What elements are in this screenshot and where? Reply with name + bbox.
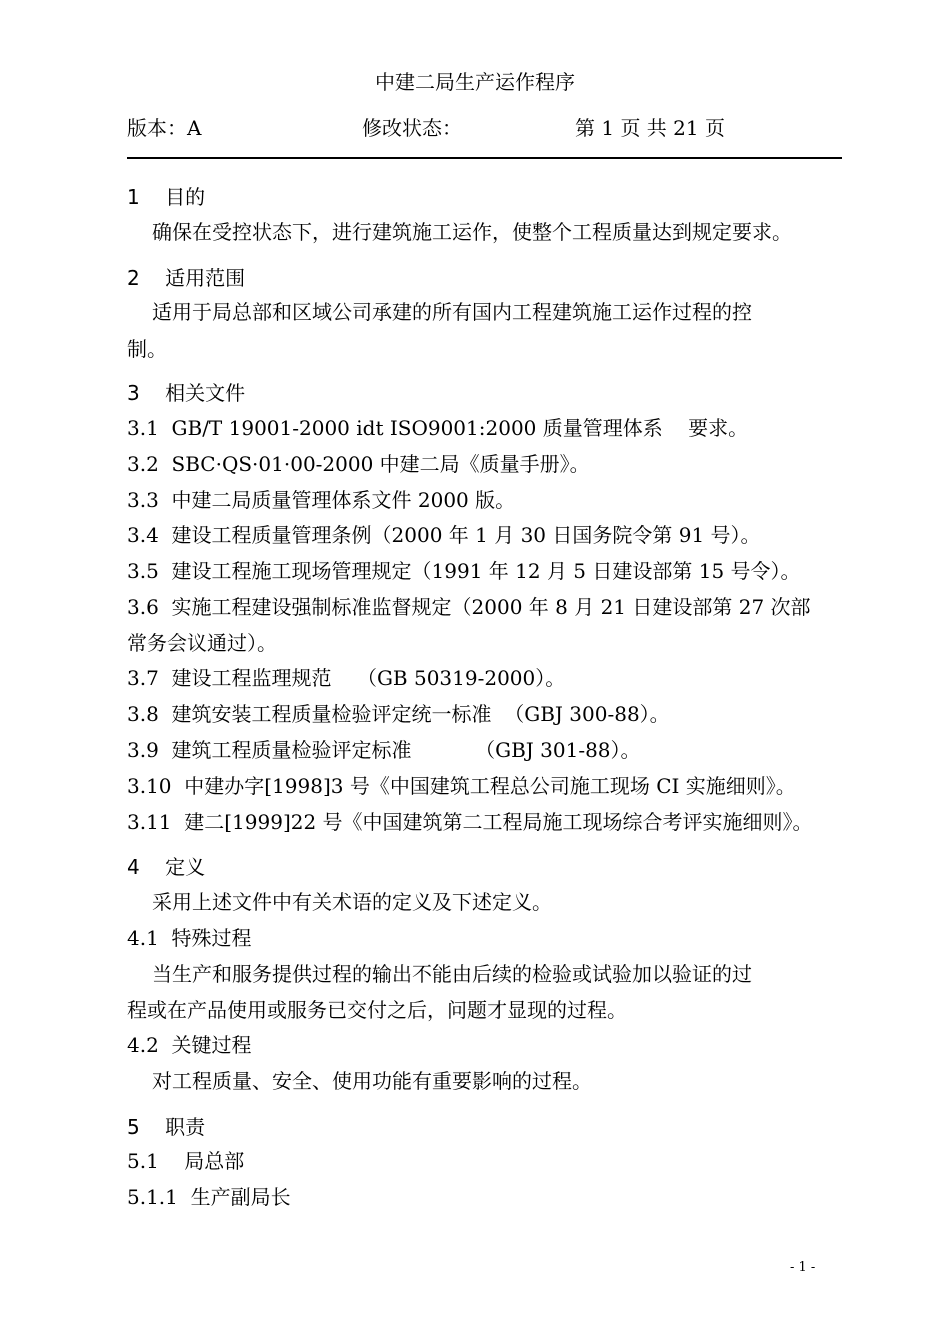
section-5-1-1-heading: 5.1.1 生产副局长	[127, 1185, 291, 1209]
section-4-2-text: 对工程质量、安全、使用功能有重要影响的过程。	[152, 1069, 592, 1093]
section-5-heading: 5 职责	[127, 1115, 206, 1139]
header-revision: 修改状态：	[362, 116, 462, 140]
section-2-text-line-1: 适用于局总部和区域公司承建的所有国内工程建筑施工运作过程的控	[152, 300, 752, 324]
section-1-heading: 1 目的	[127, 185, 206, 209]
reference-item: 3.2 SBC·QS·01·00-2000 中建二局《质量手册》。	[127, 452, 590, 476]
header-version: 版本：A	[127, 116, 202, 140]
section-4-1-text-line-2: 程或在产品使用或服务已交付之后，问题才显现的过程。	[127, 998, 627, 1022]
reference-item-continuation: 常务会议通过）。	[127, 631, 277, 655]
reference-item: 3.8 建筑安装工程质量检验评定统一标准 （GBJ 300-88）。	[127, 702, 670, 726]
header-page-info: 第 1 页 共 21 页	[575, 116, 725, 140]
section-2-text-line-2: 制。	[127, 337, 167, 361]
header-divider	[127, 157, 842, 159]
section-1-text: 确保在受控状态下，进行建筑施工运作，使整个工程质量达到规定要求。	[152, 220, 792, 244]
section-4-text: 采用上述文件中有关术语的定义及下述定义。	[152, 890, 552, 914]
reference-item: 3.3 中建二局质量管理体系文件 2000 版。	[127, 488, 516, 512]
page-number: - 1 -	[790, 1260, 816, 1275]
section-2-heading: 2 适用范围	[127, 266, 246, 290]
reference-item: 3.5 建设工程施工现场管理规定（1991 年 12 月 5 日建设部第 15 号令）。	[127, 559, 801, 583]
section-4-2-heading: 4.2 关键过程	[127, 1033, 252, 1057]
section-3-heading: 3 相关文件	[127, 381, 246, 405]
header-title: 中建二局生产运作程序	[375, 70, 575, 94]
reference-item: 3.7 建设工程监理规范 （GB 50319-2000）。	[127, 666, 566, 690]
reference-item: 3.6 实施工程建设强制标准监督规定（2000 年 8 月 21 日建设部第 27 次部	[127, 595, 811, 619]
reference-item: 3.10 中建办字[1998]3 号《中国建筑工程总公司施工现场 CI 实施细则》。	[127, 774, 796, 798]
section-4-heading: 4 定义	[127, 855, 206, 879]
reference-item: 3.9 建筑工程质量检验评定标准 （GBJ 301-88）。	[127, 738, 641, 762]
section-4-1-heading: 4.1 特殊过程	[127, 926, 252, 950]
reference-item: 3.4 建设工程质量管理条例（2000 年 1 月 30 日国务院令第 91 号）。	[127, 523, 761, 547]
section-5-1-heading: 5.1 局总部	[127, 1149, 245, 1173]
section-4-1-text-line-1: 当生产和服务提供过程的输出不能由后续的检验或试验加以验证的过	[152, 962, 752, 986]
reference-item: 3.11 建二[1999]22 号《中国建筑第二工程局施工现场综合考评实施细则》。	[127, 810, 813, 834]
reference-item: 3.1 GB/T 19001-2000 idt ISO9001:2000 质量管理体系 要求。	[127, 416, 749, 440]
